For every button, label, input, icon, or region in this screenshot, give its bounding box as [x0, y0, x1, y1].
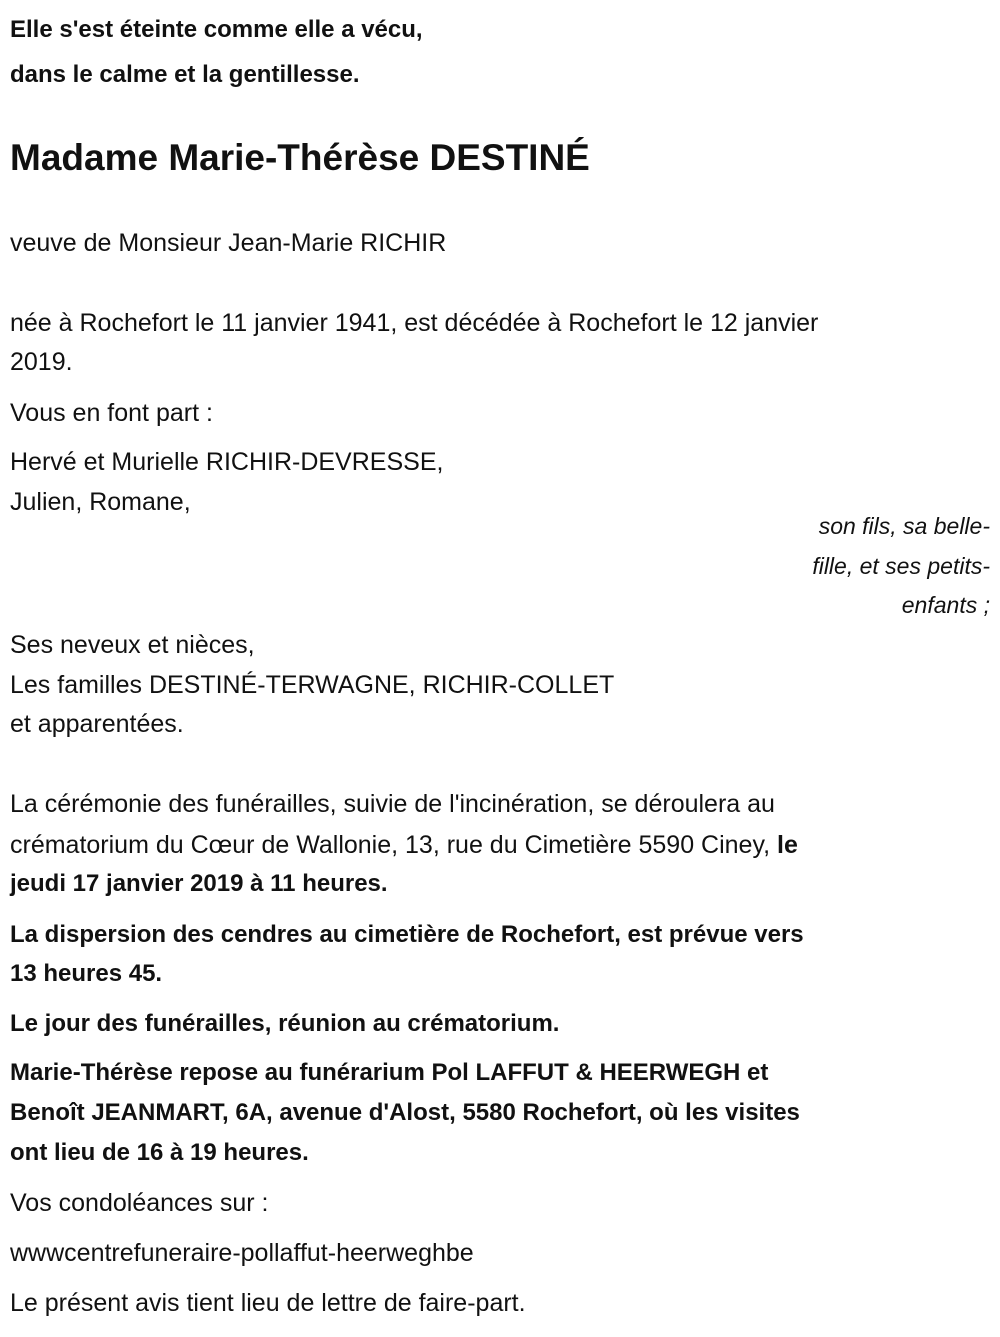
announce: Vous en font part :	[10, 399, 213, 427]
repose-line: ont lieu de 16 à 19 heures.	[10, 1139, 309, 1166]
ceremony-date: jeudi 17 janvier 2019 à 11 heures.	[10, 870, 388, 897]
family-line: et apparentées.	[10, 710, 184, 738]
condolences-label: Vos condoléances sur :	[10, 1189, 269, 1217]
widow-of: veuve de Monsieur Jean-Marie RICHIR	[10, 229, 447, 257]
condolences-link[interactable]: wwwcentrefuneraire-pollaffut-heerweghbe	[10, 1239, 474, 1267]
epigraph-line: dans le calme et la gentillesse.	[10, 61, 360, 88]
family-role: enfants ;	[901, 592, 990, 618]
family-role: son fils, sa belle-	[818, 513, 990, 539]
ceremony-date-start: le	[777, 831, 798, 859]
page-title: Madame Marie-Thérèse DESTINÉ	[10, 137, 590, 178]
birth-death-line: 2019.	[10, 348, 73, 376]
family-line: Hervé et Murielle RICHIR-DEVRESSE,	[10, 448, 444, 476]
family-line: Julien, Romane,	[10, 488, 191, 516]
repose-line: Benoît JEANMART, 6A, avenue d'Alost, 5580 Rochefort, où les visites	[10, 1099, 800, 1126]
family-role: fille, et ses petits-	[812, 553, 990, 579]
repose-line: Marie-Thérèse repose au funérarium Pol LAFFUT & HEERWEGH et	[10, 1059, 769, 1086]
family-line: Ses neveux et nièces,	[10, 631, 255, 659]
closing-note: Le présent avis tient lieu de lettre de faire-part.	[10, 1289, 526, 1317]
epigraph-line: Elle s'est éteinte comme elle a vécu,	[10, 16, 423, 43]
birth-death-line: née à Rochefort le 11 janvier 1941, est décédée à Rochefort le 12 janvier	[10, 309, 819, 337]
meeting: Le jour des funérailles, réunion au crématorium.	[10, 1010, 560, 1037]
dispersion-line: La dispersion des cendres au cimetière de Rochefort, est prévue vers	[10, 921, 804, 948]
ceremony-text: crématorium du Cœur de Wallonie, 13, rue du Cimetière 5590 Ciney,	[10, 831, 777, 859]
ceremony-line	[10, 830, 798, 860]
dispersion-line: 13 heures 45.	[10, 960, 163, 987]
ceremony-line: La cérémonie des funérailles, suivie de l'incinération, se déroulera au	[10, 790, 775, 818]
family-line: Les familles DESTINÉ-TERWAGNE, RICHIR-COLLET	[10, 671, 615, 699]
